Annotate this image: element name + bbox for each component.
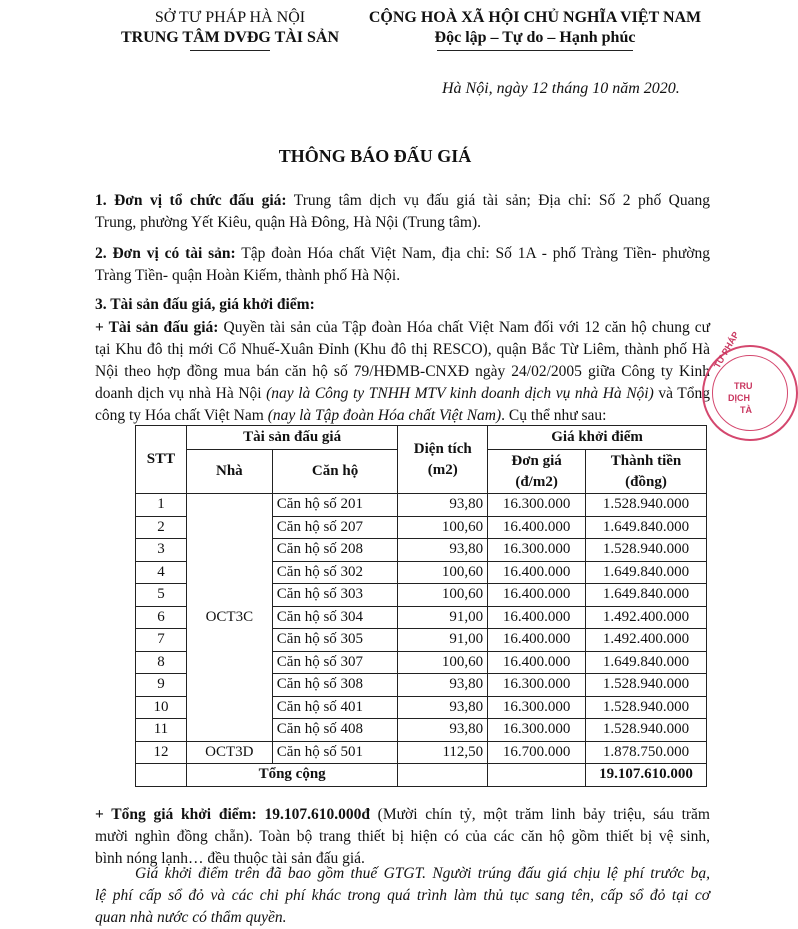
agency-underline: [190, 50, 270, 51]
section-organizer: [95, 190, 710, 234]
national-header: [350, 8, 720, 51]
cell-unit-price: 16.400.000: [488, 561, 586, 584]
section-asset-heading: 3. Tài sản đấu giá, giá khởi điểm:: [95, 296, 315, 313]
asset-price-table: [135, 425, 707, 787]
cell-area: 91,00: [398, 606, 488, 629]
table-row: [136, 741, 707, 764]
section-owner-text1: Tập đoàn Hóa chất Việt Nam, địa chỉ: Số 1A - phố Tràng Tiền- phường: [235, 245, 711, 262]
cell-apartment: Căn hộ số 304: [272, 606, 398, 629]
cell-area: 93,80: [398, 494, 488, 517]
cell-total: 1.528.940.000: [586, 696, 707, 719]
cell-area: 93,80: [398, 719, 488, 742]
section-organizer-text1: Trung tâm dịch vụ đấu giá tài sản; Địa chỉ: Số 2 phố Quang: [286, 192, 710, 209]
cell-total: 1.528.940.000: [586, 494, 707, 517]
section-owner-label: 2. Đơn vị có tài sản:: [95, 245, 236, 262]
cell-apartment: Căn hộ số 207: [272, 516, 398, 539]
cell-total: 1.528.940.000: [586, 674, 707, 697]
red-seal-stamp: [702, 329, 798, 441]
tax-note-text3: quan nhà nước có thẩm quyền.: [95, 909, 287, 926]
asset-text5a: công ty Hóa chất Việt Nam: [95, 407, 268, 424]
cell-stt: 8: [136, 651, 187, 674]
asset-text4c: và Tổng: [653, 385, 710, 402]
cell-unit-price: 16.700.000: [488, 741, 586, 764]
cell-building-oct3c: OCT3C: [186, 494, 272, 742]
cell-stt: 10: [136, 696, 187, 719]
cell-unit-price: 16.400.000: [488, 606, 586, 629]
header-stt: STT: [136, 426, 187, 494]
tax-note: [95, 863, 710, 929]
cell-apartment: Căn hộ số 302: [272, 561, 398, 584]
asset-text1: Quyền tài sản của Tập đoàn Hóa chất Việt Nam đối với 12 căn hộ chung cư: [218, 319, 711, 336]
total-value: 19.107.610.000: [586, 764, 707, 787]
cell-apartment: Căn hộ số 408: [272, 719, 398, 742]
motto-underline: [437, 50, 633, 51]
header-asset: Tài sản đấu giá: [186, 426, 397, 450]
cell-unit-price: 16.300.000: [488, 696, 586, 719]
asset-text4b: (nay là Công ty TNHH MTV kinh doanh dịch vụ nhà Hà Nội): [266, 385, 654, 402]
total-label: Tổng cộng: [186, 764, 397, 787]
cell-stt: 4: [136, 561, 187, 584]
agency-header: [95, 8, 365, 51]
cell-total: 1.878.750.000: [586, 741, 707, 764]
summary-label: + Tổng giá khởi điểm: 19.107.610.000đ: [95, 806, 370, 823]
section-owner: [95, 243, 710, 287]
asset-text4a: doanh dịch vụ nhà Hà Nội: [95, 385, 267, 402]
cell-area: 100,60: [398, 516, 488, 539]
cell-apartment: Căn hộ số 305: [272, 629, 398, 652]
cell-total: 1.492.400.000: [586, 629, 707, 652]
table-total-row: [136, 764, 707, 787]
cell-total: 1.649.840.000: [586, 516, 707, 539]
cell-stt: 12: [136, 741, 187, 764]
tax-note-text2: lệ phí cấp sổ đỏ và các chi phí khác trong quá trình làm thủ tục sang tên, cấp sổ đỏ tại cơ: [95, 887, 710, 904]
seal-text-top: TƯ PHÁP: [712, 329, 741, 370]
cell-area: 100,60: [398, 584, 488, 607]
seal-text-2: DỊCH: [728, 393, 750, 403]
section-owner-text2: Tràng Tiền- quận Hoàn Kiếm, thành phố Hà Nội.: [95, 267, 401, 284]
cell-unit-price: 16.300.000: [488, 719, 586, 742]
cell-area: 100,60: [398, 561, 488, 584]
cell-unit-price: 16.400.000: [488, 629, 586, 652]
cell-stt: 7: [136, 629, 187, 652]
cell-total: 1.649.840.000: [586, 651, 707, 674]
header-building: Nhà: [186, 450, 272, 494]
summary: [95, 804, 710, 870]
section-organizer-label: 1. Đơn vị tổ chức đấu giá:: [95, 192, 287, 209]
cell-area: 93,80: [398, 539, 488, 562]
cell-stt: 9: [136, 674, 187, 697]
cell-area: 112,50: [398, 741, 488, 764]
section-asset-body: [95, 317, 710, 427]
cell-apartment: Căn hộ số 307: [272, 651, 398, 674]
cell-total: 1.528.940.000: [586, 539, 707, 562]
cell-apartment: Căn hộ số 401: [272, 696, 398, 719]
cell-apartment: Căn hộ số 208: [272, 539, 398, 562]
cell-total: 1.649.840.000: [586, 561, 707, 584]
tax-note-text1: Giá khởi điểm trên đã bao gồm thuế GTGT. Người trúng đấu giá chịu lệ phí trước bạ,: [135, 865, 710, 882]
summary-text2: mười nghìn đồng chẵn). Toàn bộ trang thiết bị hiện có của các căn hộ gồm thiết bị vệ sinh,: [95, 828, 710, 845]
asset-text2: tại Khu đô thị mới Cổ Nhuế-Xuân Đỉnh (Khu đô thị RESCO), quận Bắc Từ Liêm, thành phố Hà: [95, 341, 710, 358]
cell-apartment: Căn hộ số 303: [272, 584, 398, 607]
cell-stt: 1: [136, 494, 187, 517]
cell-apartment: Căn hộ số 308: [272, 674, 398, 697]
cell-unit-price: 16.400.000: [488, 651, 586, 674]
summary-text1: (Mười chín tỷ, một trăm linh bảy triệu, sáu trăm: [369, 806, 710, 823]
asset-text5c: . Cụ thể như sau:: [501, 407, 607, 424]
asset-text3: Nội theo hợp đồng mua bán căn hộ số 79/HĐMB-CNXĐ ngày 24/02/2005 giữa Công ty Kinh: [95, 363, 710, 380]
seal-text-1: TRU: [734, 381, 753, 391]
cell-stt: 6: [136, 606, 187, 629]
cell-unit-price: 16.400.000: [488, 584, 586, 607]
cell-stt: 5: [136, 584, 187, 607]
seal-text-3: TÀ: [740, 405, 752, 415]
cell-total: 1.528.940.000: [586, 719, 707, 742]
country-name: CỘNG HOÀ XÃ HỘI CHỦ NGHĨA VIỆT NAM: [368, 9, 702, 26]
cell-total: 1.492.400.000: [586, 606, 707, 629]
cell-unit-price: 16.300.000: [488, 494, 586, 517]
table-row: [136, 494, 707, 517]
cell-area: 100,60: [398, 651, 488, 674]
asset-text5b: (nay là Tập đoàn Hóa chất Việt Nam): [267, 407, 502, 424]
agency-name: TRUNG TÂM DVĐG TÀI SẢN: [120, 29, 340, 46]
cell-unit-price: 16.400.000: [488, 516, 586, 539]
header-unit-price: Đơn giá (đ/m2): [488, 450, 586, 494]
motto: Độc lập – Tự do – Hạnh phúc: [434, 29, 636, 46]
header-apartment: Căn hộ: [272, 450, 398, 494]
cell-area: 93,80: [398, 674, 488, 697]
cell-apartment: Căn hộ số 201: [272, 494, 398, 517]
header-total-price: Thành tiền (đồng): [586, 450, 707, 494]
document-title: THÔNG BÁO ĐẤU GIÁ: [278, 146, 472, 166]
cell-area: 91,00: [398, 629, 488, 652]
cell-area: 93,80: [398, 696, 488, 719]
table-header-row-1: [136, 426, 707, 450]
summary-text3: bình nóng lạnh… đều thuộc tài sản đấu giá.: [95, 850, 365, 867]
cell-unit-price: 16.300.000: [488, 539, 586, 562]
header-area: Diện tích (m2): [398, 426, 488, 494]
document-date: Hà Nội, ngày 12 tháng 10 năm 2020.: [442, 80, 680, 97]
cell-building-oct3d: OCT3D: [186, 741, 272, 764]
cell-total: 1.649.840.000: [586, 584, 707, 607]
agency-parent: SỞ TƯ PHÁP HÀ NỘI: [154, 9, 306, 26]
section-organizer-text2: Trung, phường Yết Kiêu, quận Hà Đông, Hà Nội (Trung tâm).: [95, 214, 481, 231]
cell-unit-price: 16.300.000: [488, 674, 586, 697]
cell-stt: 3: [136, 539, 187, 562]
header-price: Giá khởi điểm: [488, 426, 707, 450]
cell-stt: 11: [136, 719, 187, 742]
asset-label: + Tài sản đấu giá:: [95, 319, 219, 336]
cell-stt: 2: [136, 516, 187, 539]
cell-apartment: Căn hộ số 501: [272, 741, 398, 764]
